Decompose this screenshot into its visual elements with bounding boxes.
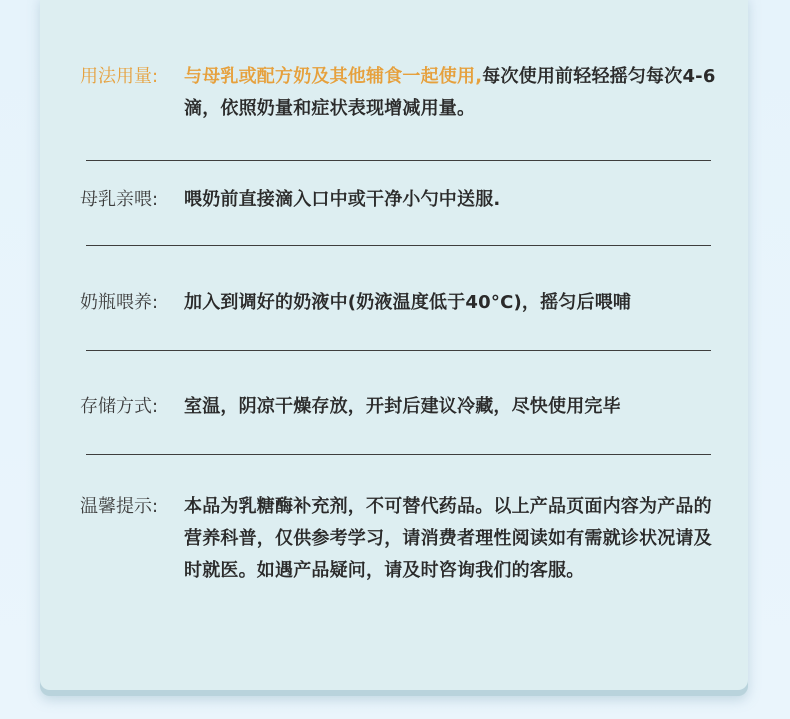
section-divider — [86, 350, 711, 351]
usage-dosage-detail: 每次使用前轻轻摇匀每次4-6滴，依照奶量和症状表现增减用量。 — [184, 66, 716, 119]
storage-label: 存储方式: — [80, 396, 159, 417]
tips-label: 温馨提示: — [80, 496, 159, 517]
tips-text: 本品为乳糖酶补充剂，不可替代药品。以上产品页面内容为产品的营养科普，仅供参考学习，请消费者理性阅读如有需就诊状况请及时就医。如遇产品疑问，请及时咨询我们的客服。 — [184, 496, 712, 581]
section-divider — [86, 245, 711, 246]
storage-section — [80, 391, 720, 423]
storage-text: 室温，阴凉干燥存放，开封后建议冷藏，尽快使用完毕 — [184, 396, 621, 417]
bottle-feeding-section — [80, 287, 720, 319]
usage-dosage-label: 用法用量: — [80, 66, 159, 87]
section-divider — [86, 454, 711, 455]
bottle-feeding-text: 加入到调好的奶液中(奶液温度低于40°C)，摇匀后喂哺 — [184, 292, 632, 313]
tips-section — [80, 491, 720, 587]
breastfeeding-section — [80, 184, 720, 216]
usage-dosage-text — [184, 61, 720, 125]
usage-dosage-highlight: 与母乳或配方奶及其他辅食一起使用, — [184, 66, 483, 87]
bottle-feeding-label: 奶瓶喂养: — [80, 292, 159, 313]
breastfeeding-label: 母乳亲喂: — [80, 189, 159, 210]
usage-dosage-section — [80, 61, 720, 125]
breastfeeding-text: 喂奶前直接滴入口中或干净小勺中送服. — [184, 189, 501, 210]
section-divider — [86, 160, 711, 161]
